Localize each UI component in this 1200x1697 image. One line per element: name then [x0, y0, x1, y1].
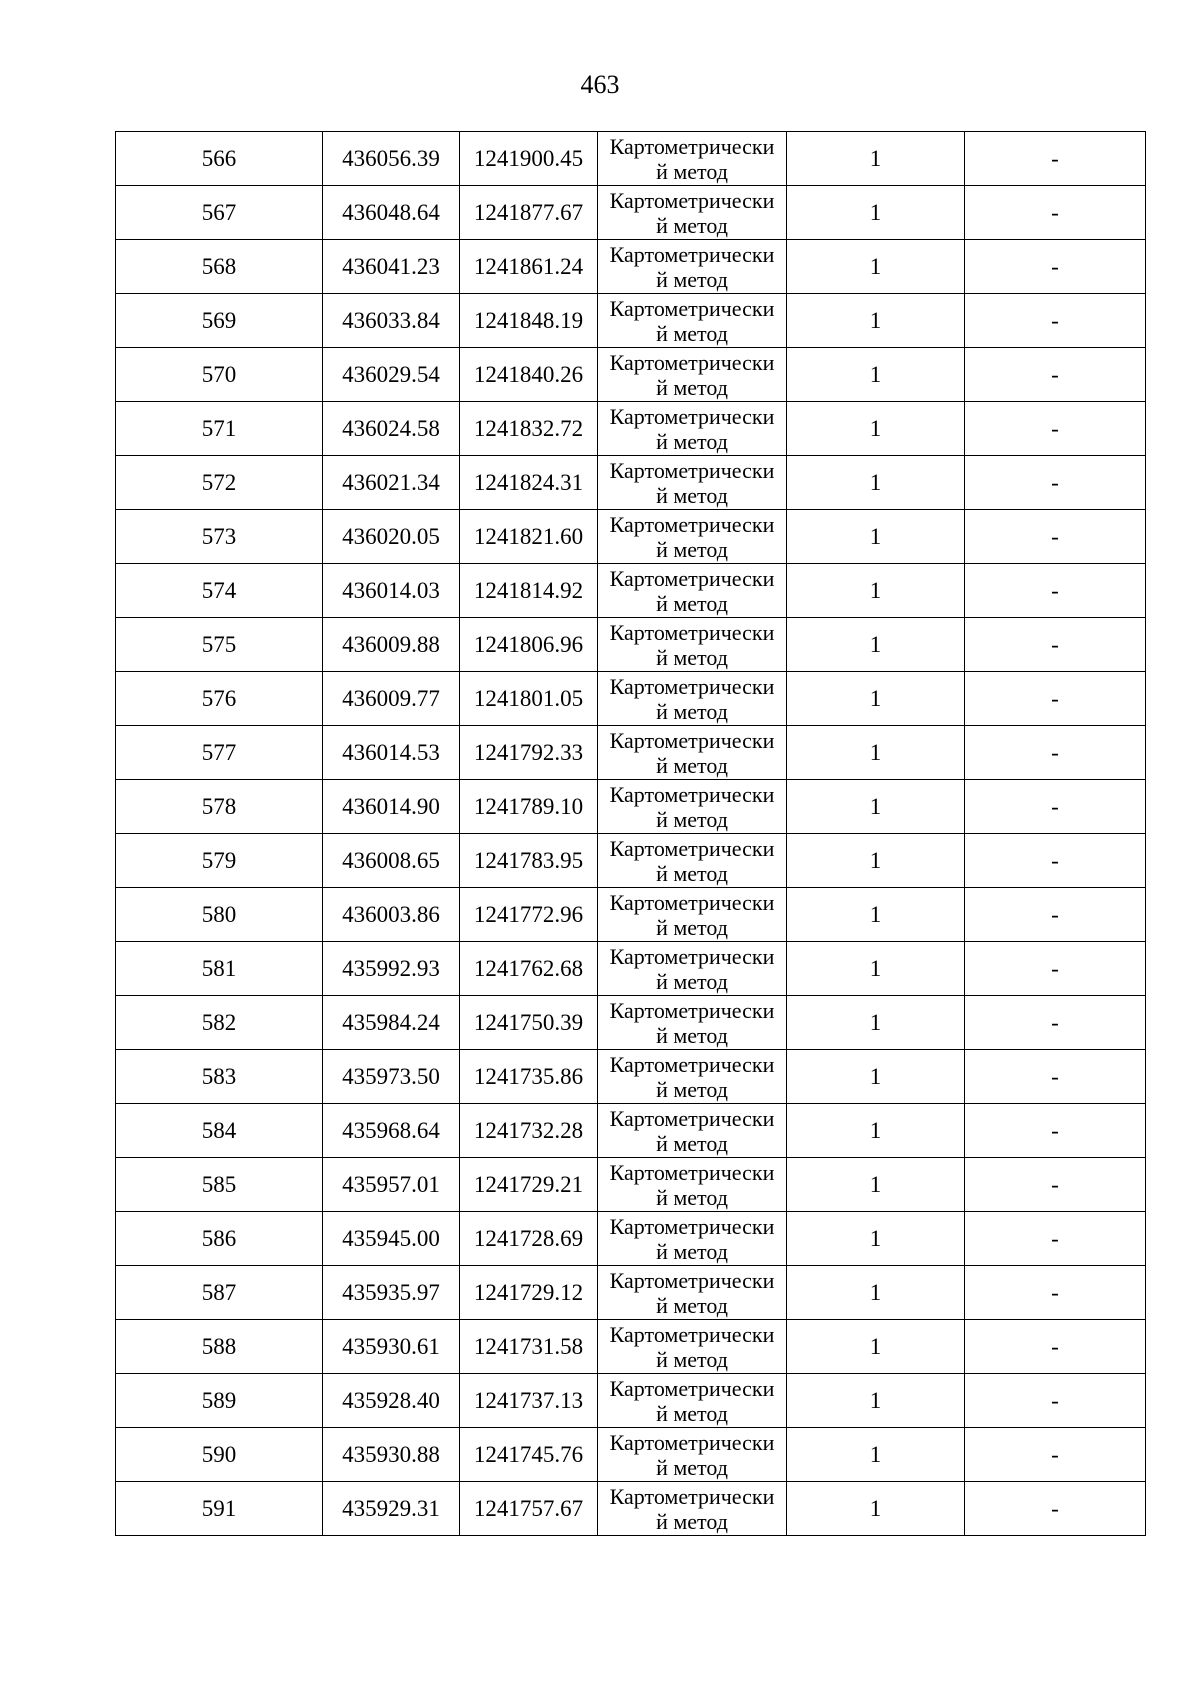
y-coordinate-cell: 1241877.67	[460, 186, 598, 240]
table-row	[116, 834, 1146, 888]
point-number-cell: 586	[116, 1212, 323, 1266]
note-cell: -	[965, 1320, 1146, 1374]
method-cell	[598, 294, 787, 348]
accuracy-cell: 1	[787, 672, 965, 726]
note-cell: -	[965, 1374, 1146, 1428]
y-coordinate-cell: 1241832.72	[460, 402, 598, 456]
x-coordinate-cell: 436014.03	[323, 564, 460, 618]
x-coordinate-cell: 436048.64	[323, 186, 460, 240]
accuracy-cell: 1	[787, 1374, 965, 1428]
y-coordinate-cell: 1241900.45	[460, 132, 598, 186]
method-line-1: Картометрически	[609, 944, 775, 969]
method-line-1: Картометрически	[609, 620, 775, 645]
point-number-cell: 584	[116, 1104, 323, 1158]
point-number-cell: 568	[116, 240, 323, 294]
y-coordinate-cell: 1241729.12	[460, 1266, 598, 1320]
x-coordinate-cell: 436008.65	[323, 834, 460, 888]
method-line-1: Картометрически	[609, 1214, 775, 1239]
table-row	[116, 780, 1146, 834]
accuracy-cell: 1	[787, 780, 965, 834]
method-line-2: й метод	[656, 969, 728, 994]
note-cell: -	[965, 186, 1146, 240]
table-row	[116, 240, 1146, 294]
method-line-1: Картометрически	[609, 404, 775, 429]
method-cell	[598, 240, 787, 294]
point-number-cell: 569	[116, 294, 323, 348]
method-line-1: Картометрически	[609, 296, 775, 321]
x-coordinate-cell: 436009.77	[323, 672, 460, 726]
y-coordinate-cell: 1241789.10	[460, 780, 598, 834]
method-cell	[598, 1158, 787, 1212]
y-coordinate-cell: 1241824.31	[460, 456, 598, 510]
y-coordinate-cell: 1241729.21	[460, 1158, 598, 1212]
table-row	[116, 1104, 1146, 1158]
method-line-2: й метод	[656, 321, 728, 346]
method-line-1: Картометрически	[609, 728, 775, 753]
table-row	[116, 294, 1146, 348]
method-line-1: Картометрически	[609, 1430, 775, 1455]
method-line-2: й метод	[656, 1455, 728, 1480]
point-number-cell: 588	[116, 1320, 323, 1374]
x-coordinate-cell: 436014.53	[323, 726, 460, 780]
method-line-2: й метод	[656, 1401, 728, 1426]
accuracy-cell: 1	[787, 942, 965, 996]
x-coordinate-cell: 436009.88	[323, 618, 460, 672]
point-number-cell: 578	[116, 780, 323, 834]
method-line-2: й метод	[656, 1293, 728, 1318]
point-number-cell: 585	[116, 1158, 323, 1212]
method-line-1: Картометрически	[609, 458, 775, 483]
x-coordinate-cell: 435930.61	[323, 1320, 460, 1374]
page-number: 463	[580, 70, 620, 99]
point-number-cell: 566	[116, 132, 323, 186]
method-line-2: й метод	[656, 1185, 728, 1210]
table-row	[116, 1374, 1146, 1428]
table-row	[116, 510, 1146, 564]
method-cell	[598, 888, 787, 942]
y-coordinate-cell: 1241840.26	[460, 348, 598, 402]
point-number-cell: 573	[116, 510, 323, 564]
method-line-1: Картометрически	[609, 134, 775, 159]
method-line-2: й метод	[656, 1509, 728, 1534]
x-coordinate-cell: 436003.86	[323, 888, 460, 942]
x-coordinate-cell: 436014.90	[323, 780, 460, 834]
method-line-1: Картометрически	[609, 1376, 775, 1401]
accuracy-cell: 1	[787, 1158, 965, 1212]
accuracy-cell: 1	[787, 402, 965, 456]
y-coordinate-cell: 1241848.19	[460, 294, 598, 348]
accuracy-cell: 1	[787, 618, 965, 672]
method-cell	[598, 942, 787, 996]
note-cell: -	[965, 1158, 1146, 1212]
y-coordinate-cell: 1241772.96	[460, 888, 598, 942]
method-line-1: Картометрически	[609, 1268, 775, 1293]
method-line-2: й метод	[656, 1347, 728, 1372]
point-number-cell: 575	[116, 618, 323, 672]
method-line-1: Картометрически	[609, 1484, 775, 1509]
x-coordinate-cell: 436020.05	[323, 510, 460, 564]
method-line-2: й метод	[656, 591, 728, 616]
method-cell	[598, 1374, 787, 1428]
method-cell	[598, 1212, 787, 1266]
table-row	[116, 1482, 1146, 1536]
point-number-cell: 591	[116, 1482, 323, 1536]
note-cell: -	[965, 348, 1146, 402]
point-number-cell: 570	[116, 348, 323, 402]
method-line-2: й метод	[656, 645, 728, 670]
method-line-1: Картометрически	[609, 1160, 775, 1185]
x-coordinate-cell: 435968.64	[323, 1104, 460, 1158]
y-coordinate-cell: 1241792.33	[460, 726, 598, 780]
method-line-2: й метод	[656, 807, 728, 832]
method-cell	[598, 834, 787, 888]
y-coordinate-cell: 1241735.86	[460, 1050, 598, 1104]
accuracy-cell: 1	[787, 564, 965, 618]
x-coordinate-cell: 435935.97	[323, 1266, 460, 1320]
method-cell	[598, 186, 787, 240]
x-coordinate-cell: 435957.01	[323, 1158, 460, 1212]
method-cell	[598, 1266, 787, 1320]
table-row	[116, 1320, 1146, 1374]
point-number-cell: 576	[116, 672, 323, 726]
method-cell	[598, 1482, 787, 1536]
method-cell	[598, 456, 787, 510]
y-coordinate-cell: 1241728.69	[460, 1212, 598, 1266]
note-cell: -	[965, 510, 1146, 564]
accuracy-cell: 1	[787, 888, 965, 942]
table-row	[116, 726, 1146, 780]
accuracy-cell: 1	[787, 240, 965, 294]
x-coordinate-cell: 435945.00	[323, 1212, 460, 1266]
method-line-2: й метод	[656, 537, 728, 562]
note-cell: -	[965, 456, 1146, 510]
method-line-1: Картометрически	[609, 566, 775, 591]
accuracy-cell: 1	[787, 1320, 965, 1374]
method-cell	[598, 672, 787, 726]
note-cell: -	[965, 726, 1146, 780]
note-cell: -	[965, 834, 1146, 888]
method-cell	[598, 1428, 787, 1482]
note-cell: -	[965, 402, 1146, 456]
point-number-cell: 581	[116, 942, 323, 996]
x-coordinate-cell: 436056.39	[323, 132, 460, 186]
accuracy-cell: 1	[787, 1482, 965, 1536]
y-coordinate-cell: 1241861.24	[460, 240, 598, 294]
table-row	[116, 1050, 1146, 1104]
accuracy-cell: 1	[787, 726, 965, 780]
method-line-1: Картометрически	[609, 782, 775, 807]
x-coordinate-cell: 436024.58	[323, 402, 460, 456]
point-number-cell: 587	[116, 1266, 323, 1320]
note-cell: -	[965, 618, 1146, 672]
point-number-cell: 583	[116, 1050, 323, 1104]
table-body	[116, 132, 1146, 1536]
note-cell: -	[965, 132, 1146, 186]
y-coordinate-cell: 1241757.67	[460, 1482, 598, 1536]
x-coordinate-cell: 435992.93	[323, 942, 460, 996]
method-line-2: й метод	[656, 375, 728, 400]
method-cell	[598, 348, 787, 402]
point-number-cell: 574	[116, 564, 323, 618]
point-number-cell: 571	[116, 402, 323, 456]
method-line-1: Картометрически	[609, 242, 775, 267]
y-coordinate-cell: 1241806.96	[460, 618, 598, 672]
method-line-2: й метод	[656, 1131, 728, 1156]
accuracy-cell: 1	[787, 294, 965, 348]
method-cell	[598, 996, 787, 1050]
point-number-cell: 590	[116, 1428, 323, 1482]
method-line-1: Картометрически	[609, 188, 775, 213]
method-line-1: Картометрически	[609, 836, 775, 861]
accuracy-cell: 1	[787, 834, 965, 888]
table-row	[116, 132, 1146, 186]
note-cell: -	[965, 942, 1146, 996]
y-coordinate-cell: 1241821.60	[460, 510, 598, 564]
note-cell: -	[965, 1104, 1146, 1158]
method-line-2: й метод	[656, 483, 728, 508]
y-coordinate-cell: 1241762.68	[460, 942, 598, 996]
x-coordinate-cell: 435928.40	[323, 1374, 460, 1428]
y-coordinate-cell: 1241745.76	[460, 1428, 598, 1482]
method-line-2: й метод	[656, 159, 728, 184]
method-cell	[598, 402, 787, 456]
point-number-cell: 582	[116, 996, 323, 1050]
table-row	[116, 1212, 1146, 1266]
method-line-1: Картометрически	[609, 1106, 775, 1131]
method-cell	[598, 132, 787, 186]
method-line-2: й метод	[656, 861, 728, 886]
accuracy-cell: 1	[787, 1266, 965, 1320]
table-row	[116, 456, 1146, 510]
method-line-1: Картометрически	[609, 674, 775, 699]
table-row	[116, 186, 1146, 240]
note-cell: -	[965, 1428, 1146, 1482]
method-cell	[598, 726, 787, 780]
y-coordinate-cell: 1241750.39	[460, 996, 598, 1050]
note-cell: -	[965, 1482, 1146, 1536]
note-cell: -	[965, 1050, 1146, 1104]
note-cell: -	[965, 996, 1146, 1050]
method-line-2: й метод	[656, 699, 728, 724]
note-cell: -	[965, 672, 1146, 726]
method-line-2: й метод	[656, 915, 728, 940]
note-cell: -	[965, 1212, 1146, 1266]
method-cell	[598, 510, 787, 564]
accuracy-cell: 1	[787, 348, 965, 402]
table-row	[116, 1266, 1146, 1320]
point-number-cell: 572	[116, 456, 323, 510]
x-coordinate-cell: 436033.84	[323, 294, 460, 348]
accuracy-cell: 1	[787, 996, 965, 1050]
table-row	[116, 618, 1146, 672]
method-line-2: й метод	[656, 213, 728, 238]
method-line-1: Картометрически	[609, 350, 775, 375]
note-cell: -	[965, 564, 1146, 618]
note-cell: -	[965, 780, 1146, 834]
y-coordinate-cell: 1241731.58	[460, 1320, 598, 1374]
coordinates-table	[115, 131, 1146, 1536]
method-cell	[598, 780, 787, 834]
method-line-1: Картометрически	[609, 1322, 775, 1347]
y-coordinate-cell: 1241737.13	[460, 1374, 598, 1428]
table-row	[116, 996, 1146, 1050]
y-coordinate-cell: 1241783.95	[460, 834, 598, 888]
table-row	[116, 348, 1146, 402]
method-line-1: Картометрически	[609, 998, 775, 1023]
point-number-cell: 577	[116, 726, 323, 780]
method-line-2: й метод	[656, 1077, 728, 1102]
method-line-2: й метод	[656, 753, 728, 778]
method-cell	[598, 1320, 787, 1374]
table-row	[116, 1428, 1146, 1482]
accuracy-cell: 1	[787, 456, 965, 510]
method-cell	[598, 618, 787, 672]
note-cell: -	[965, 294, 1146, 348]
accuracy-cell: 1	[787, 186, 965, 240]
method-cell	[598, 1050, 787, 1104]
method-cell	[598, 564, 787, 618]
table-row	[116, 402, 1146, 456]
note-cell: -	[965, 1266, 1146, 1320]
table-row	[116, 888, 1146, 942]
method-line-2: й метод	[656, 429, 728, 454]
point-number-cell: 567	[116, 186, 323, 240]
method-line-2: й метод	[656, 1023, 728, 1048]
x-coordinate-cell: 435973.50	[323, 1050, 460, 1104]
x-coordinate-cell: 435984.24	[323, 996, 460, 1050]
accuracy-cell: 1	[787, 1104, 965, 1158]
accuracy-cell: 1	[787, 1428, 965, 1482]
point-number-cell: 589	[116, 1374, 323, 1428]
x-coordinate-cell: 436029.54	[323, 348, 460, 402]
y-coordinate-cell: 1241814.92	[460, 564, 598, 618]
method-cell	[598, 1104, 787, 1158]
table-row	[116, 1158, 1146, 1212]
method-line-2: й метод	[656, 1239, 728, 1264]
x-coordinate-cell: 436021.34	[323, 456, 460, 510]
method-line-1: Картометрически	[609, 890, 775, 915]
point-number-cell: 579	[116, 834, 323, 888]
y-coordinate-cell: 1241801.05	[460, 672, 598, 726]
table-row	[116, 672, 1146, 726]
method-line-1: Картометрически	[609, 512, 775, 537]
accuracy-cell: 1	[787, 1212, 965, 1266]
note-cell: -	[965, 240, 1146, 294]
table-row	[116, 564, 1146, 618]
note-cell: -	[965, 888, 1146, 942]
accuracy-cell: 1	[787, 1050, 965, 1104]
x-coordinate-cell: 435929.31	[323, 1482, 460, 1536]
table-row	[116, 942, 1146, 996]
method-line-2: й метод	[656, 267, 728, 292]
y-coordinate-cell: 1241732.28	[460, 1104, 598, 1158]
accuracy-cell: 1	[787, 510, 965, 564]
point-number-cell: 580	[116, 888, 323, 942]
x-coordinate-cell: 436041.23	[323, 240, 460, 294]
x-coordinate-cell: 435930.88	[323, 1428, 460, 1482]
method-line-1: Картометрически	[609, 1052, 775, 1077]
accuracy-cell: 1	[787, 132, 965, 186]
